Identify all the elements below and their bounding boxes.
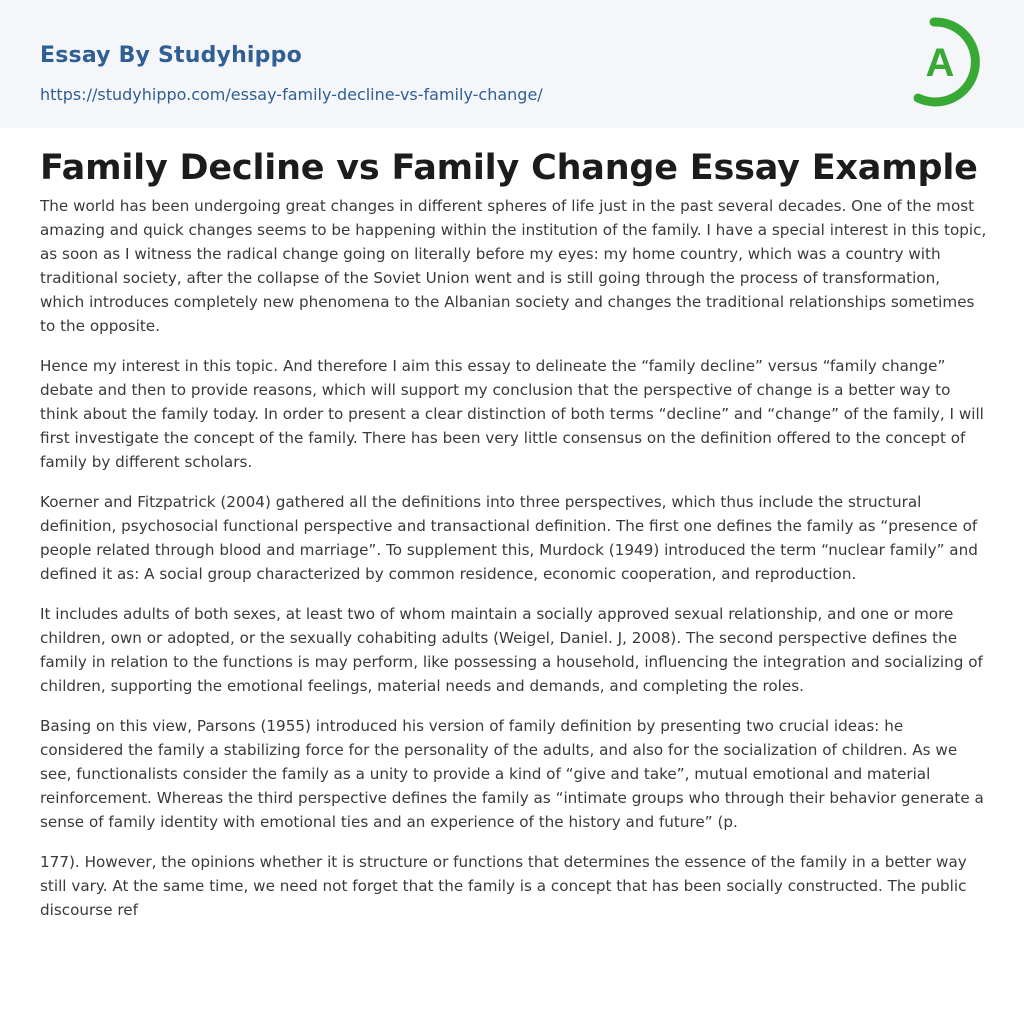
paragraph-4: It includes adults of both sexes, at least two of whom maintain a socially approved sexual relationship, and one or more children, own or adopted, or the sexually cohabiting adults (Weigel, Daniel. J, 2008). The second perspective defines the family in relation to the functions is may perform, like possessing a household, influencing the integration and socializing of children, supporting the emotional feelings, material needs and demands, and completing the roles. [40,605,983,695]
site-title[interactable]: Essay By Studyhippo [40,43,302,68]
site-header [0,0,1024,128]
paragraph-3: Koerner and Fitzpatrick (2004) gathered all the definitions into three perspectives, which thus include the structural definition, psychosocial functional perspective and transactional definition. The first one defines the family as “presence of people related through blood and marriage”. To supplement this, Murdock (1949) introduced the term “nuclear family” and defined it as: A social group characterized by common residence, economic cooperation, and reproduction. [40,493,978,583]
paragraph-2: Hence my interest in this topic. And therefore I aim this essay to delineate the “family decline” versus “family change” debate and then to provide reasons, which will support my conclusion that the perspective of change is a better way to think about the family today. In order to present a clear distinction of both terms “decline” and “change” of the family, I will first investigate the concept of the family. There has been very little consensus on the definition offered to the concept of family by different scholars. [40,357,984,471]
paragraph-6: 177). However, the opinions whether it is structure or functions that determines the essence of the family in a better way still vary. At the same time, we need not forget that the family is a concept that has been socially constructed. The public discourse ref [40,853,967,919]
paragraph-5: Basing on this view, Parsons (1955) introduced his version of family definition by presenting two crucial ideas: he considered the family a stabilizing force for the personality of the adults, and also for the socialization of children. As we see, functionalists consider the family as a unity to provide a kind of “give and take”, mutual emotional and material reinforcement. Whereas the third perspective defines the family as “intimate groups who through their behavior generate a sense of family identity with emotional ties and an experience of the history and future” (p. [40,717,984,831]
logo-letter: A [925,41,955,85]
essay-body [40,194,988,938]
essay-title: Family Decline vs Family Change Essay Example [40,148,978,188]
paragraph-1: The world has been undergoing great changes in different spheres of life just in the past several decades. One of the most amazing and quick changes seems to be happening within the institution of the family. I have a special interest in this topic, as soon as I witness the radical change going on literally before my eyes: my home country, which was a country with traditional society, after the collapse of the Soviet Union went and is still going through the process of transformation, which introduces completely new phenomena to the Albanian society and changes the traditional relationships sometimes to the opposite. [40,197,987,335]
essay-url-link[interactable]: https://studyhippo.com/essay-family-decline-vs-family-change/ [40,85,543,104]
studyhippo-logo-icon[interactable] [900,16,992,108]
